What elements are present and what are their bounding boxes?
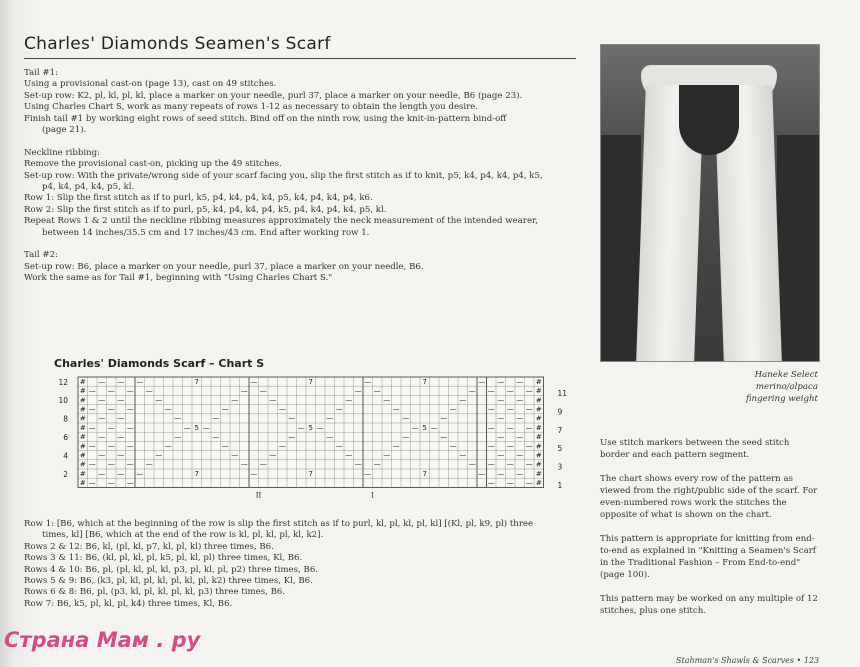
chart-symbol: — xyxy=(354,460,362,469)
chart-symbol: — xyxy=(506,460,514,469)
chart-symbol: # xyxy=(79,469,86,478)
chart-symbol: — xyxy=(516,451,524,460)
chart-row-label-left: 12 xyxy=(58,377,68,387)
chart-symbol: — xyxy=(506,479,514,488)
title-rule xyxy=(24,58,576,59)
instruction-line: Rows 6 & 8: B6, pl, (p3, kl, pl, kl, pl, kl, p3) three times, B6. xyxy=(24,587,286,598)
chart-symbol: — xyxy=(107,423,115,432)
instruction-line: Remove the provisional cast-on, picking up the 49 stitches. xyxy=(24,159,282,170)
instruction-line: Using Charles Chart S, work as many repeats of rows 1-12 as necessary to obtain the length you desire. xyxy=(24,102,479,113)
chart-symbol: — xyxy=(155,396,163,405)
chart-symbol: — xyxy=(383,396,391,405)
instruction-line: Tail #2: xyxy=(24,250,58,261)
chart-symbol: — xyxy=(278,442,286,451)
chart-symbol: — xyxy=(183,423,191,432)
instruction-line: Work the same as for Tail #1, beginning with "Using Charles Chart S." xyxy=(24,273,333,284)
chart-symbol: — xyxy=(202,423,210,432)
chart-title: Charles' Diamonds Scarf – Chart S xyxy=(54,357,265,370)
page-title: Charles' Diamonds Seamen's Scarf xyxy=(24,34,331,54)
chart-symbol: — xyxy=(487,387,495,396)
chart-symbol: — xyxy=(497,377,505,386)
chart-symbol: — xyxy=(497,414,505,423)
chart-symbol: — xyxy=(440,414,448,423)
chart-symbol: — xyxy=(487,479,495,488)
chart-symbol: — xyxy=(525,423,533,432)
chart-symbol: — xyxy=(525,479,533,488)
chart-symbol: — xyxy=(326,414,334,423)
chart-row-label-left: 6 xyxy=(63,433,68,443)
chart-symbol: — xyxy=(126,423,134,432)
chart-symbol: — xyxy=(117,377,125,386)
chart-symbol: — xyxy=(221,442,229,451)
chart-symbol: — xyxy=(354,387,362,396)
chart-symbol: — xyxy=(459,396,467,405)
chart-symbol: # xyxy=(79,479,86,488)
chart-row-label-right: 7 xyxy=(557,425,563,435)
chart-symbol: — xyxy=(516,396,524,405)
instruction-line: Using a provisional cast-on (page 13), cast on 49 stitches. xyxy=(24,79,277,90)
chart-symbol: — xyxy=(174,433,182,442)
chart-symbol: — xyxy=(107,387,115,396)
chart-symbol: — xyxy=(117,396,125,405)
chart-symbol: — xyxy=(221,405,229,414)
chart-symbol: — xyxy=(269,396,277,405)
chart-symbol: — xyxy=(117,414,125,423)
chart-row-label-left: 2 xyxy=(63,469,68,479)
chart-symbol: — xyxy=(497,433,505,442)
instruction-line: Row 7: B6, k5, pl, kl, pl, k4) three times, Kl, B6. xyxy=(24,598,233,609)
chart-symbol: — xyxy=(164,405,172,414)
instruction-line: Rows 5 & 9: B6, (k3, pl, kl, pl, kl, pl, kl, pl, k2) three times, Kl, B6. xyxy=(24,576,313,586)
chart-symbol: — xyxy=(373,460,381,469)
chart-row-label-left: 4 xyxy=(63,451,68,461)
chart-symbol: — xyxy=(212,433,220,442)
chart-symbol: — xyxy=(506,387,514,396)
chart-symbol: # xyxy=(535,387,542,396)
chart-symbol: # xyxy=(79,414,86,423)
chart-symbol: # xyxy=(535,396,542,405)
chart-symbol: — xyxy=(402,414,410,423)
chart-symbol: 7 xyxy=(422,469,427,478)
chart-symbol: — xyxy=(259,387,267,396)
chart-symbol: — xyxy=(250,469,258,478)
instruction-line: p4, k4, p4, k4, p5, kl. xyxy=(42,182,135,192)
chart-symbol: — xyxy=(278,405,286,414)
chart-symbol: — xyxy=(392,442,400,451)
chart-symbol: — xyxy=(345,396,353,405)
chart-symbol: — xyxy=(98,433,106,442)
chart-symbol: — xyxy=(107,460,115,469)
chart-symbol: — xyxy=(430,423,438,432)
chart-symbol: — xyxy=(250,377,258,386)
chart-symbol: # xyxy=(535,469,542,478)
chart-symbol: — xyxy=(449,442,457,451)
chart-row-label-right: 1 xyxy=(557,481,563,491)
instruction-line: Set-up row: K2, pl, kl, pl, kl, place a marker on your needle, purl 37, place a marker on your needle, B6 (page 23). xyxy=(24,90,523,101)
chart-symbol: # xyxy=(79,451,86,460)
chart-symbol: — xyxy=(459,451,467,460)
chart-symbol: # xyxy=(79,387,86,396)
chart-symbol: — xyxy=(364,469,372,478)
caption-fiber: merino/alpaca xyxy=(755,382,818,392)
chart-symbol: # xyxy=(535,377,542,386)
caption-weight: fingering weight xyxy=(745,394,818,404)
chart-symbol: — xyxy=(497,396,505,405)
chart-symbol: — xyxy=(316,423,324,432)
chart-symbol: — xyxy=(345,451,353,460)
instruction-line: Set-up row: With the private/wrong side of your scarf facing you, slip the first stitch as if to knit, p5, k4, p4, k4, p4, k5, xyxy=(24,170,543,181)
chart-symbol: — xyxy=(478,469,486,478)
instruction-line: times, kl] [B6, which at the end of the row is kl, pl, kl, pl, kl, k2]. xyxy=(42,530,324,541)
chart-symbol: 7 xyxy=(194,377,199,386)
chart-symbol: — xyxy=(98,469,106,478)
chart-symbol: — xyxy=(516,377,524,386)
chart-symbol: # xyxy=(79,460,86,469)
chart-symbol: # xyxy=(535,479,542,488)
chart-symbol: — xyxy=(326,433,334,442)
chart-symbol: — xyxy=(506,405,514,414)
chart-symbol: — xyxy=(145,460,153,469)
chart-row-label-right: 11 xyxy=(557,389,568,399)
side-note-4: This pattern may be worked on any multiple of 12 stitches, plus one stitch. xyxy=(600,594,818,616)
instruction-line: Rows 2 & 12: B6, kl, (pl, kl, p7, kl, pl, kl) three times, B6. xyxy=(24,541,274,552)
chart-symbol: — xyxy=(126,387,134,396)
chart-symbol: — xyxy=(145,387,153,396)
chart-symbol: — xyxy=(525,405,533,414)
chart-symbol: — xyxy=(240,387,248,396)
chart-row-label-left: 10 xyxy=(58,396,68,406)
chart-symbol: 7 xyxy=(308,377,313,386)
instruction-line: Set-up row: B6, place a marker on your needle, purl 37, place a marker on your needle, B6. xyxy=(24,261,424,272)
chart-repeat-label: II xyxy=(255,491,262,500)
chart-symbol: — xyxy=(516,433,524,442)
chart-symbol: # xyxy=(79,377,86,386)
chart-row-label-right: 9 xyxy=(557,407,563,417)
chart-symbol: — xyxy=(497,451,505,460)
chart-symbol: — xyxy=(516,414,524,423)
instruction-line: Row 2: Slip the first stitch as if to purl, p5, k4, p4, k4, p4, k5, p4, k4, p4, k4, p5, kl. xyxy=(24,204,387,215)
chart-symbol: — xyxy=(525,442,533,451)
chart-symbol: 5 xyxy=(194,423,199,432)
chart-symbol: — xyxy=(383,451,391,460)
chart-symbol: — xyxy=(88,423,96,432)
chart-symbol: — xyxy=(117,469,125,478)
chart-symbol: — xyxy=(335,442,343,451)
chart-symbol: 7 xyxy=(422,377,427,386)
side-note-1: Use stitch markers between the seed stitch border and each pattern segment. xyxy=(600,438,790,460)
chart-symbol: — xyxy=(174,414,182,423)
chart-symbol: — xyxy=(126,442,134,451)
chart-symbol: # xyxy=(79,423,86,432)
chart-symbol: — xyxy=(297,423,305,432)
side-note-2: The chart shows every row of the pattern as viewed from the right/public side of the scarf. For even-numbered rows work the stitches the opposite of what is shown on the chart. xyxy=(600,474,818,520)
chart-symbol: — xyxy=(240,460,248,469)
chart-symbol: 7 xyxy=(194,469,199,478)
chart-symbol: — xyxy=(478,377,486,386)
chart-symbol: # xyxy=(535,451,542,460)
chart-symbol: — xyxy=(335,405,343,414)
chart-symbol: — xyxy=(231,396,239,405)
chart-symbol: # xyxy=(535,433,542,442)
chart-symbol: — xyxy=(468,387,476,396)
chart-symbol: # xyxy=(79,396,86,405)
chart-symbol: 5 xyxy=(422,423,427,432)
chart-symbol: — xyxy=(402,433,410,442)
chart-symbol: — xyxy=(506,423,514,432)
side-note-3: This pattern is appropriate for knitting from end-to-end as explained in "Knitting a Seamen's Scarf in the Traditional Fashion – From End-to-end" (page 100). xyxy=(600,534,816,580)
instruction-line: Rows 3 & 11: B6, (kl, pl, kl, pl, k5, pl, kl, pl) three times, Kl, B6. xyxy=(24,553,303,564)
chart-symbol: # xyxy=(535,414,542,423)
chart-symbol: — xyxy=(88,442,96,451)
chart-symbol: — xyxy=(364,377,372,386)
instruction-line: Row 1: Slip the first stitch as if to purl, k5, p4, k4, p4, k4, p5, k4, p4, k4, p4, k6. xyxy=(24,193,373,204)
chart-symbol: # xyxy=(79,405,86,414)
chart-row-label-right: 5 xyxy=(557,444,563,454)
chart-symbol: — xyxy=(136,377,144,386)
instruction-line: Repeat Rows 1 & 2 until the neckline ribbing measures approximately the neck measurement of the intended wearer, xyxy=(24,216,538,227)
chart-symbol: — xyxy=(525,387,533,396)
chart-symbol: — xyxy=(269,451,277,460)
chart-symbol: — xyxy=(288,433,296,442)
chart-symbol: 5 xyxy=(308,423,313,432)
chart-symbol: # xyxy=(535,460,542,469)
chart-symbol: — xyxy=(212,414,220,423)
chart-symbol: — xyxy=(506,442,514,451)
chart-symbol: — xyxy=(259,460,267,469)
chart-symbol: — xyxy=(449,405,457,414)
chart-symbol: — xyxy=(516,469,524,478)
chart-symbol: — xyxy=(98,451,106,460)
chart-symbol: — xyxy=(164,442,172,451)
chart-symbol: # xyxy=(535,423,542,432)
photo-caption xyxy=(600,369,818,405)
chart-symbol: — xyxy=(487,423,495,432)
chart-symbol: — xyxy=(468,460,476,469)
chart-symbol: # xyxy=(79,433,86,442)
instruction-line: Row 1: [B6, which at the beginning of the row is slip the first stitch as if to purl, kl, pl, kl, pl, kl] [(Kl, pl, k9, pl) three xyxy=(24,519,534,529)
chart-row-label-right: 3 xyxy=(557,462,563,472)
chart-symbol: — xyxy=(525,460,533,469)
chart-symbol: — xyxy=(440,433,448,442)
instruction-line: Finish tail #1 by working eight rows of seed stitch. Bind off on the ninth row, using the knit-in-pattern bind-off xyxy=(24,113,507,124)
knitting-chart xyxy=(42,373,568,505)
chart-symbol: — xyxy=(126,479,134,488)
chart-symbol: — xyxy=(88,479,96,488)
chart-symbol: — xyxy=(487,442,495,451)
chart-symbol: — xyxy=(117,433,125,442)
chart-symbol: — xyxy=(392,405,400,414)
watermark: Страна Мам . ру xyxy=(4,628,201,652)
chart-symbol: — xyxy=(88,405,96,414)
chart-symbol: — xyxy=(126,405,134,414)
chart-symbol: — xyxy=(497,469,505,478)
chart-symbol: # xyxy=(535,405,542,414)
chart-symbol: — xyxy=(98,396,106,405)
chart-symbol: — xyxy=(98,377,106,386)
chart-symbol: — xyxy=(136,469,144,478)
chart-symbol: — xyxy=(487,405,495,414)
chart-repeat-label: I xyxy=(371,491,374,500)
chart-symbol: — xyxy=(487,460,495,469)
chart-row-label-left: 8 xyxy=(63,414,68,424)
instruction-line: between 14 inches/35.5 cm and 17 inches/43 cm. End after working row 1. xyxy=(42,227,370,238)
chart-symbol: # xyxy=(535,442,542,451)
page-footer: Stahman's Shawls & Scarves • 123 xyxy=(676,656,820,665)
instruction-line: Neckline ribbing: xyxy=(24,147,101,158)
chart-symbol: — xyxy=(107,405,115,414)
instruction-line: (page 21). xyxy=(42,125,87,135)
instruction-line: Rows 4 & 10: B6, pl, (pl, kl, pl, kl, p3, pl, kl, pl, p2) three times, B6. xyxy=(24,564,319,575)
chart-symbol: — xyxy=(231,451,239,460)
chart-symbol: — xyxy=(107,442,115,451)
chart-symbol: — xyxy=(107,479,115,488)
chart-symbol: — xyxy=(117,451,125,460)
chart-symbol: — xyxy=(288,414,296,423)
chart-symbol: — xyxy=(126,460,134,469)
chart-symbol: — xyxy=(88,460,96,469)
chart-symbol: — xyxy=(411,423,419,432)
instruction-line: Tail #1: xyxy=(24,68,58,78)
chart-symbol: — xyxy=(98,414,106,423)
chart-symbol: — xyxy=(373,387,381,396)
caption-yarn: Haneke Select xyxy=(754,370,818,380)
chart-symbol: — xyxy=(88,387,96,396)
scarf-photo xyxy=(600,44,820,362)
chart-symbol: — xyxy=(155,451,163,460)
chart-symbol: 7 xyxy=(308,469,313,478)
chart-symbol: # xyxy=(79,442,86,451)
